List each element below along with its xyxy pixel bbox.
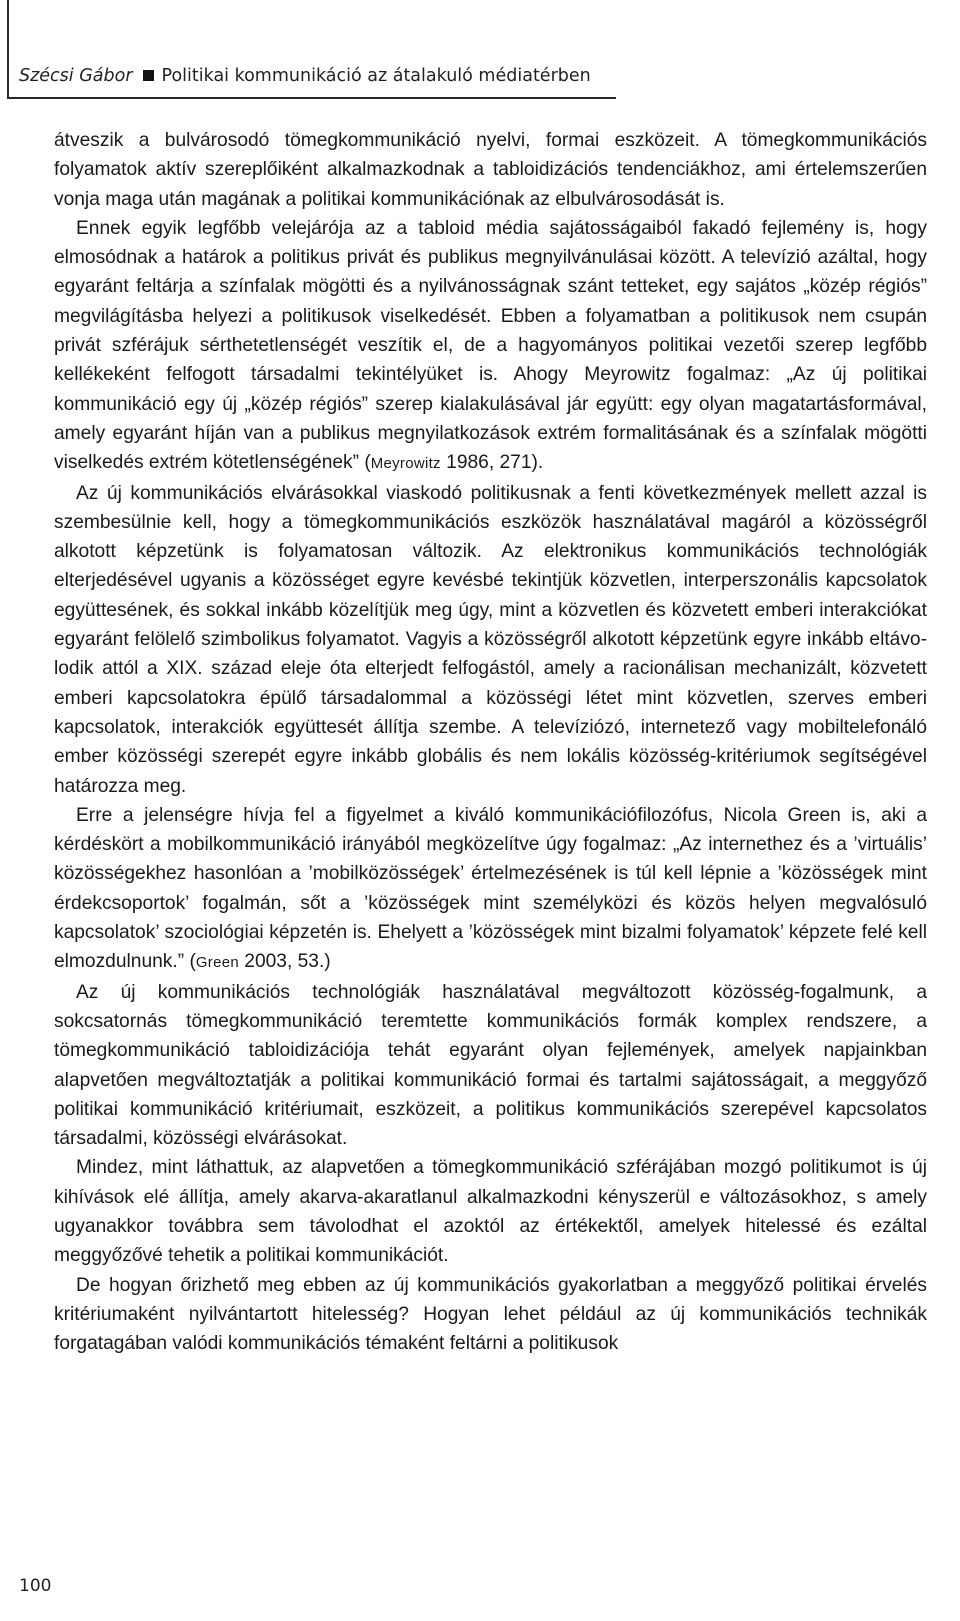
paragraph-2 [54,214,927,479]
paragraph-5: Az új kommunikációs technológiák használatával megváltozott közösség-fogalmunk, a sokcsatornás tömegkommunikáció teremtette kommunikációs formák komplex rendszere, a tömegkommunikáció tabloidizációja tehát egyaránt olyan fejlemények, amelyek napjainkban alapvetően megváltoztatják a politikai kommunikáció formai és tartalmi sajátosságait, a meggyőző politikai kommunikáció kritériumait, eszközeit, a politikus kommunikációs szerepével kapcsolatos társadalmi, közösségi elvárásokat. [54,981,927,1150]
citation-author-green: Green [195,954,239,972]
body-text [54,126,927,1358]
paragraph-6: Mindez, mint láthattuk, az alapvetően a tömegkommunikáció szférájában mozgó politikumot is új kihívások elé állítja, amely akarva-akaratlanul alkalmazkodni kényszerül e változásokhoz, s amely ugyanakkor továbbra sem távolodhat el azoktól az értékektől, amelyek hitelessé és ezáltal meggyőzővé tehetik a politikai kommunikációt. [54,1157,927,1267]
page-number: 100 [19,1576,52,1596]
citation-ref-meyrowitz: 1986, 271). [440,452,544,474]
crop-mark-vertical [7,0,9,98]
header-rule [7,97,616,99]
paragraph-3: Az új kommunikációs elvárásokkal viaskodó politikusnak a fenti következmények mellett azzal is szembesülnie kell, hogy a tömegkommunikációs eszközök használatával magáról a közösségről alkotott képzetünk is folyamatosan változik. Az elektronikus kommunikációs technológiák elterjedésével ugyanis a közösséget egyre kevésbé tekintjük közvetlen, interperszonális kapcsolatok együttesének, és sokkal inkább közelítjük meg úgy, mint a közvetlen és közvetett emberi interakciókat egyaránt felölelő szimbolikus folyamatot. Vagyis a közösségről alkotott képzetünk egyre inkább eltávolodik attól a XIX. század eleje óta elterjedt felfogástól, amely a racionálisan mechanizált, közvetett emberi kapcsolatokra épülő társadalommal a közösségi létet mint közvetlen, szerves emberi kapcsolatok, interakciók együttesét állítja szembe. A televíziózó, internetező vagy mobiltelefonáló ember közösségi szerepét egyre inkább globális és nem lokális közösség-kritériumok segítségével határozza meg. [54,482,927,797]
running-head [19,66,591,86]
running-head-author: Szécsi Gábor [19,66,133,86]
paragraph-4-text: Erre a jelenségre hívja fel a figyelmet a kiváló kommunikációfilozófus, Nicola Green is, aki a kérdéskört a mobilkommunikáció irányából megközelítve úgy fogalmaz: „Az internethez és a ’virtuális’ közösségekhez hasonlóan a ’mobilközösségek’ értelmezésének is túl kell lépnie a ’közösségek mint érdekcsoportok’ fogalmán, sőt a ’közösségek mint személyközi és közös helyen megvalósuló kapcsolatok’ szociológiai képzetén is. Ehelyett a ’közösségek mint bizalmi folyamatok’ képzete felé kell elmozdulnunk.” ( [54,804,927,973]
paragraph-4 [54,801,927,978]
paragraph-7: De hogyan őrizhető meg ebben az új kommunikációs gyakorlatban a meggyőző politikai érvelés kritériumaként nyilvántartott hitelesség? Hogyan lehet például az új kommunikációs technikák forgatagában valódi kommunikációs témaként feltárni a politikusok [54,1274,927,1355]
citation-ref-green: 2003, 53.) [238,951,331,973]
citation-author-meyrowitz: Meyrowitz [370,455,441,473]
running-head-title: Politikai kommunikáció az átalakuló médiatérben [161,66,591,86]
square-separator-icon [143,70,154,81]
paragraph-2-text: Ennek egyik legfőbb velejárója az a tabloid média sajátosságaiból fakadó fejlemény is, hogy elmosódnak a határok a politikus privát és publikus megnyilvánulásai között. A televízió azáltal, hogy egyaránt feltárja a színfalak mögötti és a nyilvánosságnak szánt tetteket, egy sajátos „közép régiós” megvilágításba helyezi a politikusok viselkedését. Ebben a folyamatban a politikusok nem csupán privát szférájuk sérthetetlenségét veszítik el, de a hagyományos politikai vezetői szerep legfőbb kellékeként felfogott társadalmi tekintélyüket is. Ahogy Meyrowitz fogalmaz: „Az új politikai kommunikáció egy új „közép régiós” szerep kialakulásával jár együtt: egy olyan magatartásformával, amely egyaránt híján van a publikus megnyilatkozások extrém formalitásának és a színfalak mögötti viselkedés extrém kötetlenségének” ( [54,217,927,474]
paragraph-1: átveszik a bulvárosodó tömegkommunikáció nyelvi, formai eszközeit. A tömegkommunikációs folyamatok aktív szereplőiként alkalmazkodnak a tabloidizációs tendenciákhoz, ami értelemszerűen vonja maga után magának a politikai kommunikációnak az elbulvárosodását is. [54,130,927,210]
